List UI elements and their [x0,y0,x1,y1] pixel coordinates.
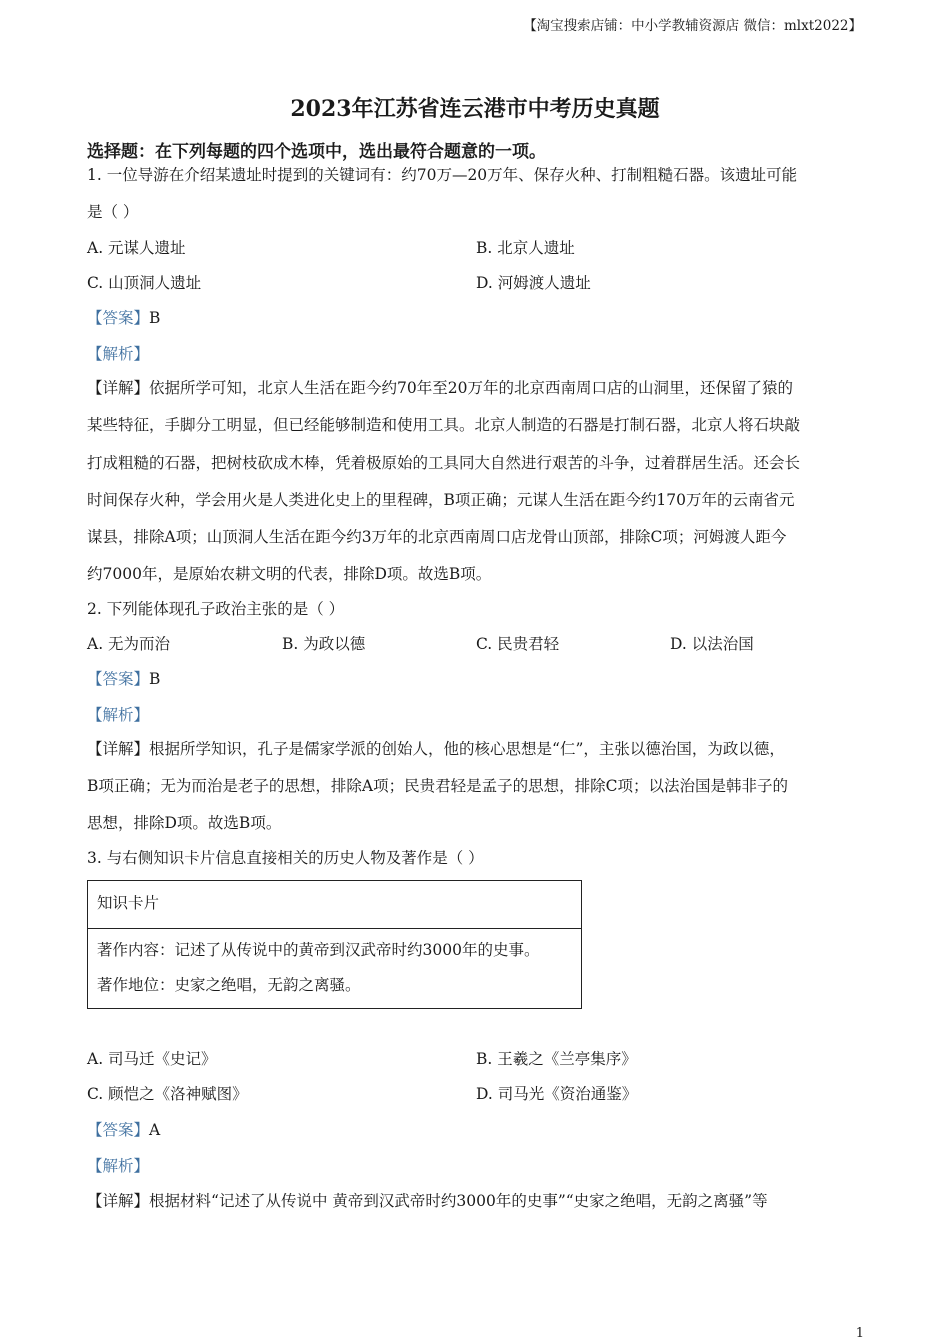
q1-option-c: C. 山顶洞人遗址 [87,274,202,292]
q1-detail-line [87,377,793,399]
header-note: 【淘宝搜索店铺：中小学教辅资源店 微信：mlxt2022】 [523,18,862,34]
page-title: 2023年江苏省连云港市中考历史真题 [290,96,660,122]
q2-option-c: C. 民贵君轻 [476,635,560,653]
q1-option-d: D. 河姆渡人遗址 [476,274,591,292]
answer-tag: 【答案】 [87,309,150,327]
answer-value: B [149,309,161,327]
q1-detail-line: 打成粗糙的石器，把树枝砍成木棒，凭着极原始的工具同大自然进行艰苦的斗争，过着群居生活。还会长 [87,454,801,472]
q3-analysis-tag: 【解析】 [87,1157,150,1175]
q3-option-a: A. 司马迁《史记》 [87,1050,217,1068]
card-status-line: 著作地位：史家之绝唱，无韵之离骚。 [97,976,361,994]
page-number: 1 [855,1326,864,1341]
q1-detail-line: 时间保存火种，学会用火是人类进化史上的里程碑，B项正确；元谋人生活在距今约170万年的云南省元 [87,491,795,509]
detail-tag: 【详解】 [87,1192,150,1210]
card-divider [88,928,581,929]
detail-text: 依据所学可知，北京人生活在距今约70年至20万年的北京西南周口店的山洞里，还保留了猿的 [149,379,793,397]
q1-detail-line: 谋县，排除A项；山顶洞人生活在距今约3万年的北京西南周口店龙骨山顶部，排除C项；河姆渡人距今 [87,528,787,546]
q2-option-b: B. 为政以德 [282,635,366,653]
q2-detail-line: 思想，排除D项。故选B项。 [87,814,282,832]
q1-detail-line: 约7000年，是原始农耕文明的代表，排除D项。故选B项。 [87,565,492,583]
q2-analysis-tag: 【解析】 [87,706,150,724]
answer-value: A [149,1121,161,1139]
q3-option-b: B. 王羲之《兰亭集序》 [476,1050,637,1068]
q2-detail-line: B项正确；无为而治是老子的思想，排除A项；民贵君轻是孟子的思想，排除C项；以法治国是韩非子的 [87,777,788,795]
q3-detail-line [87,1190,768,1212]
detail-tag: 【详解】 [87,740,150,758]
q2-option-a: A. 无为而治 [87,635,171,653]
q1-option-a: A. 元谋人遗址 [87,239,186,257]
answer-tag: 【答案】 [87,670,150,688]
q1-stem-line2: 是（ ） [87,203,139,221]
section-heading: 选择题：在下列每题的四个选项中，选出最符合题意的一项。 [87,142,546,162]
q3-answer [87,1119,160,1141]
card-content-line: 著作内容：记述了从传说中的黄帝到汉武帝时约3000年的史事。 [97,941,540,959]
q1-detail-line: 某些特征，手脚分工明显，但已经能够制造和使用工具。北京人制造的石器是打制石器，北京人将石块敲 [87,416,801,434]
knowledge-card [87,880,582,1009]
q3-option-c: C. 顾恺之《洛神赋图》 [87,1085,248,1103]
q1-option-b: B. 北京人遗址 [476,239,575,257]
q1-stem-line1: 1. 一位导游在介绍某遗址时提到的关键词有：约70万—20万年、保存火种、打制粗糙石器。该遗址可能 [87,166,798,184]
answer-tag: 【答案】 [87,1121,150,1139]
q1-analysis-tag: 【解析】 [87,345,150,363]
q1-answer [87,307,160,329]
answer-value: B [149,670,161,688]
card-title: 知识卡片 [97,894,160,912]
detail-tag: 【详解】 [87,379,150,397]
q3-stem: 3. 与右侧知识卡片信息直接相关的历史人物及著作是（ ） [87,849,484,867]
q2-detail-line [87,738,785,760]
q2-option-d: D. 以法治国 [670,635,754,653]
detail-text: 根据所学知识，孔子是儒家学派的创始人，他的核心思想是“仁”，主张以德治国，为政以德， [149,740,785,758]
q2-answer [87,668,160,690]
detail-text: 根据材料“记述了从传说中 黄帝到汉武帝时约3000年的史事”“史家之绝唱，无韵之离骚”等 [149,1192,768,1210]
q2-stem: 2. 下列能体现孔子政治主张的是（ ） [87,600,345,618]
q3-option-d: D. 司马光《资治通鉴》 [476,1085,638,1103]
